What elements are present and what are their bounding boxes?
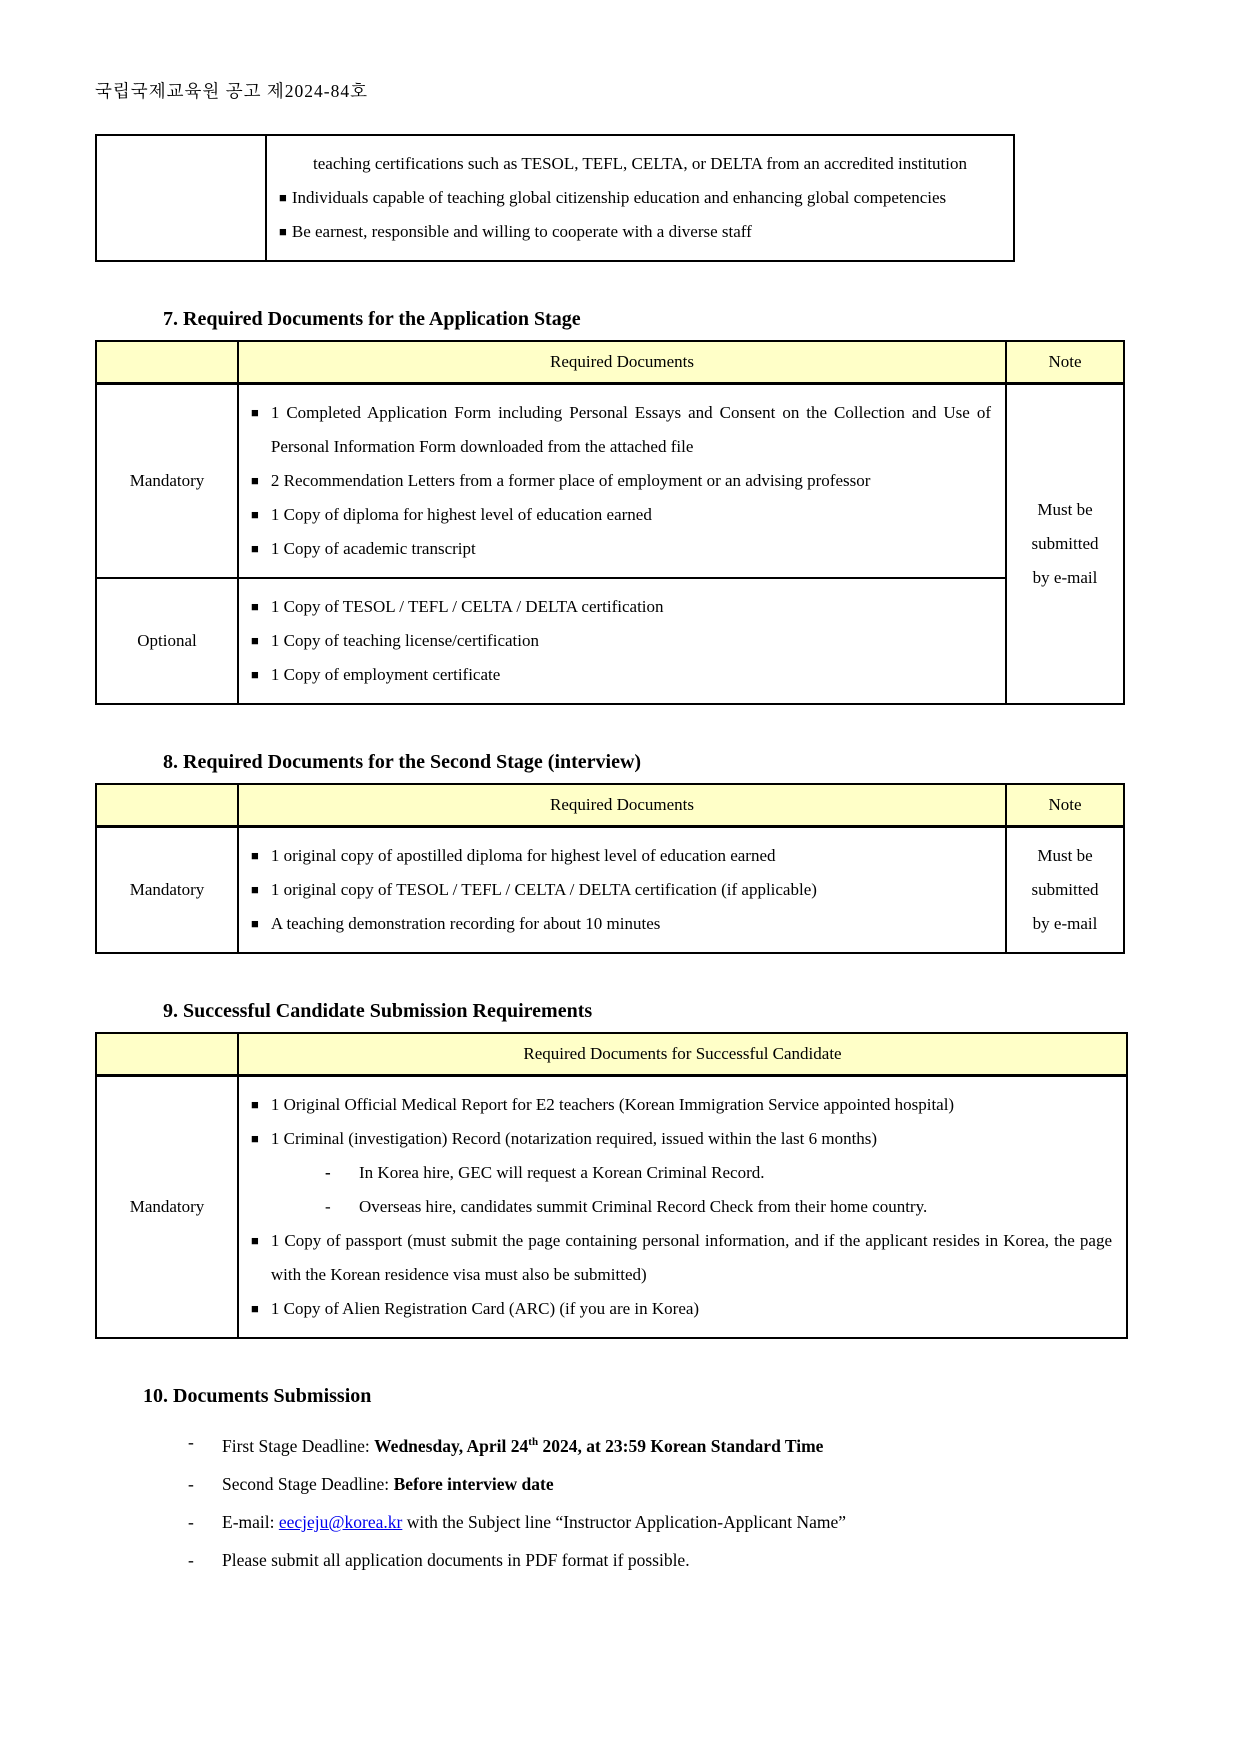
bullet-square-icon: ■ bbox=[251, 541, 259, 556]
document-item bbox=[251, 1224, 1112, 1292]
bullet-square-icon: ■ bbox=[279, 190, 287, 205]
document-item bbox=[251, 396, 991, 464]
email-link[interactable]: eecjeju@korea.kr bbox=[278, 1511, 403, 1532]
application-stage-documents-table bbox=[95, 340, 1125, 705]
bullet-square-icon: ■ bbox=[251, 507, 259, 522]
email-instruction: E-mail: eecjeju@korea.kr with the Subject line “Instructor Application-Applicant Name” bbox=[222, 1511, 847, 1532]
qualification-item bbox=[279, 181, 999, 215]
bullet-square-icon: ■ bbox=[251, 667, 259, 682]
document-text: 1 Copy of diploma for highest level of education earned bbox=[270, 505, 652, 524]
ordinal-suffix: th bbox=[528, 1436, 539, 1448]
dash-icon: - bbox=[325, 1163, 331, 1182]
document-item bbox=[251, 498, 991, 532]
document-sub-item bbox=[251, 1156, 1112, 1190]
second-stage-deadline: Second Stage Deadline: Before interview date bbox=[222, 1473, 554, 1494]
bullet-square-icon: ■ bbox=[251, 882, 259, 897]
dash-icon: - bbox=[188, 1473, 194, 1494]
qualification-text: Be earnest, responsible and willing to cooperate with a diverse staff bbox=[291, 222, 752, 241]
mandatory-documents-cell bbox=[238, 1076, 1127, 1339]
document-text: 2 Recommendation Letters from a former place of employment or an advising professor bbox=[270, 471, 871, 490]
note-line: Must be bbox=[1037, 846, 1093, 865]
empty-header-cell bbox=[96, 1033, 238, 1076]
section-10-heading: 10. Documents Submission bbox=[143, 1385, 372, 1407]
document-item bbox=[251, 624, 991, 658]
dash-icon: - bbox=[188, 1511, 194, 1532]
second-stage-documents-table bbox=[95, 783, 1125, 954]
note-line: submitted bbox=[1031, 880, 1099, 899]
qualification-continuation-line: teaching certifications such as TESOL, TEFL, CELTA, or DELTA from an accredited institution bbox=[313, 154, 968, 173]
document-text: 1 Copy of employment certificate bbox=[270, 665, 501, 684]
note-line: submitted bbox=[1031, 534, 1099, 553]
mandatory-documents-cell bbox=[238, 827, 1006, 954]
mandatory-row-label: Mandatory bbox=[96, 827, 238, 954]
document-item bbox=[251, 464, 991, 498]
notice-number-header: 국립국제교육원 공고 제2024-84호 bbox=[95, 81, 369, 101]
document-text: 1 Copy of passport (must submit the page containing personal information, and if the applicant resides in Korea, the page with the Korean residence visa must also be submitted) bbox=[270, 1231, 1112, 1284]
document-text: 1 Original Official Medical Report for E2 teachers (Korean Immigration Service appointed hospital) bbox=[270, 1095, 955, 1114]
submission-list-item bbox=[188, 1423, 1241, 1465]
dash-icon: - bbox=[325, 1197, 331, 1216]
required-documents-column-header: Required Documents for Successful Candidate bbox=[238, 1033, 1127, 1076]
submission-list-item bbox=[188, 1503, 1241, 1541]
document-item bbox=[251, 658, 991, 692]
empty-header-cell bbox=[96, 784, 238, 827]
first-stage-deadline: First Stage Deadline: Wednesday, April 24th 2024, at 23:59 Korean Standard Time bbox=[222, 1435, 824, 1456]
pdf-format-note: Please submit all application documents in PDF format if possible. bbox=[222, 1549, 690, 1570]
optional-row-label: Optional bbox=[96, 578, 238, 704]
optional-documents-cell bbox=[238, 578, 1006, 704]
bullet-square-icon: ■ bbox=[251, 1097, 259, 1112]
qualification-item bbox=[279, 215, 999, 249]
note-column-header: Note bbox=[1006, 341, 1124, 384]
mandatory-documents-cell bbox=[238, 384, 1006, 579]
note-cell bbox=[1006, 827, 1124, 954]
bullet-square-icon: ■ bbox=[251, 916, 259, 931]
document-text: A teaching demonstration recording for about 10 minutes bbox=[270, 914, 661, 933]
note-cell bbox=[1006, 384, 1124, 705]
document-item bbox=[251, 839, 991, 873]
bullet-square-icon: ■ bbox=[251, 1131, 259, 1146]
bullet-square-icon: ■ bbox=[251, 1233, 259, 1248]
bullet-square-icon: ■ bbox=[251, 599, 259, 614]
document-text: 1 Copy of teaching license/certification bbox=[270, 631, 539, 650]
bullet-square-icon: ■ bbox=[279, 224, 287, 239]
qualification-text: Individuals capable of teaching global citizenship education and enhancing global competencies bbox=[291, 188, 947, 207]
mandatory-row-label: Mandatory bbox=[96, 384, 238, 579]
bullet-square-icon: ■ bbox=[251, 848, 259, 863]
document-text: 1 Completed Application Form including Personal Essays and Consent on the Collection and Use of Personal Information Form downloaded from the attached file bbox=[270, 403, 991, 456]
mandatory-row-label: Mandatory bbox=[96, 1076, 238, 1339]
document-text: 1 original copy of apostilled diploma for highest level of education earned bbox=[270, 846, 776, 865]
bullet-square-icon: ■ bbox=[251, 1301, 259, 1316]
section-7-heading: 7. Required Documents for the Application Stage bbox=[163, 308, 581, 330]
document-item bbox=[251, 1122, 1112, 1156]
required-documents-column-header: Required Documents bbox=[238, 341, 1006, 384]
document-sub-text: In Korea hire, GEC will request a Korean Criminal Record. bbox=[359, 1163, 765, 1182]
document-item bbox=[251, 1088, 1112, 1122]
note-line: by e-mail bbox=[1032, 914, 1098, 933]
document-text: 1 Copy of academic transcript bbox=[270, 539, 476, 558]
qualifications-table-continued bbox=[95, 134, 1015, 262]
section-9-heading: 9. Successful Candidate Submission Requirements bbox=[163, 1000, 593, 1022]
qualifications-cell bbox=[266, 135, 1014, 261]
note-line: Must be bbox=[1037, 500, 1093, 519]
document-sub-text: Overseas hire, candidates summit Criminal Record Check from their home country. bbox=[359, 1197, 928, 1216]
document-text: 1 Criminal (investigation) Record (notarization required, issued within the last 6 months) bbox=[270, 1129, 878, 1148]
document-text: 1 Copy of TESOL / TEFL / CELTA / DELTA certification bbox=[270, 597, 664, 616]
document-text: 1 original copy of TESOL / TEFL / CELTA / DELTA certification (if applicable) bbox=[270, 880, 817, 899]
required-documents-column-header: Required Documents bbox=[238, 784, 1006, 827]
submission-list-item bbox=[188, 1541, 1241, 1579]
document-sub-item bbox=[251, 1190, 1112, 1224]
successful-candidate-documents-table bbox=[95, 1032, 1128, 1339]
section-8-heading: 8. Required Documents for the Second Stage (interview) bbox=[163, 751, 642, 773]
note-column-header: Note bbox=[1006, 784, 1124, 827]
document-item bbox=[251, 873, 991, 907]
empty-header-cell bbox=[96, 341, 238, 384]
document-item bbox=[251, 1292, 1112, 1326]
dash-icon: - bbox=[188, 1432, 194, 1452]
submission-list-item bbox=[188, 1465, 1241, 1503]
dash-icon: - bbox=[188, 1549, 194, 1570]
note-line: by e-mail bbox=[1032, 568, 1098, 587]
document-item bbox=[251, 590, 991, 624]
document-item bbox=[251, 532, 991, 566]
bullet-square-icon: ■ bbox=[251, 405, 259, 420]
document-text: 1 Copy of Alien Registration Card (ARC) (if you are in Korea) bbox=[270, 1299, 700, 1318]
bullet-square-icon: ■ bbox=[251, 473, 259, 488]
empty-category-cell bbox=[96, 135, 266, 261]
document-item bbox=[251, 907, 991, 941]
bullet-square-icon: ■ bbox=[251, 633, 259, 648]
